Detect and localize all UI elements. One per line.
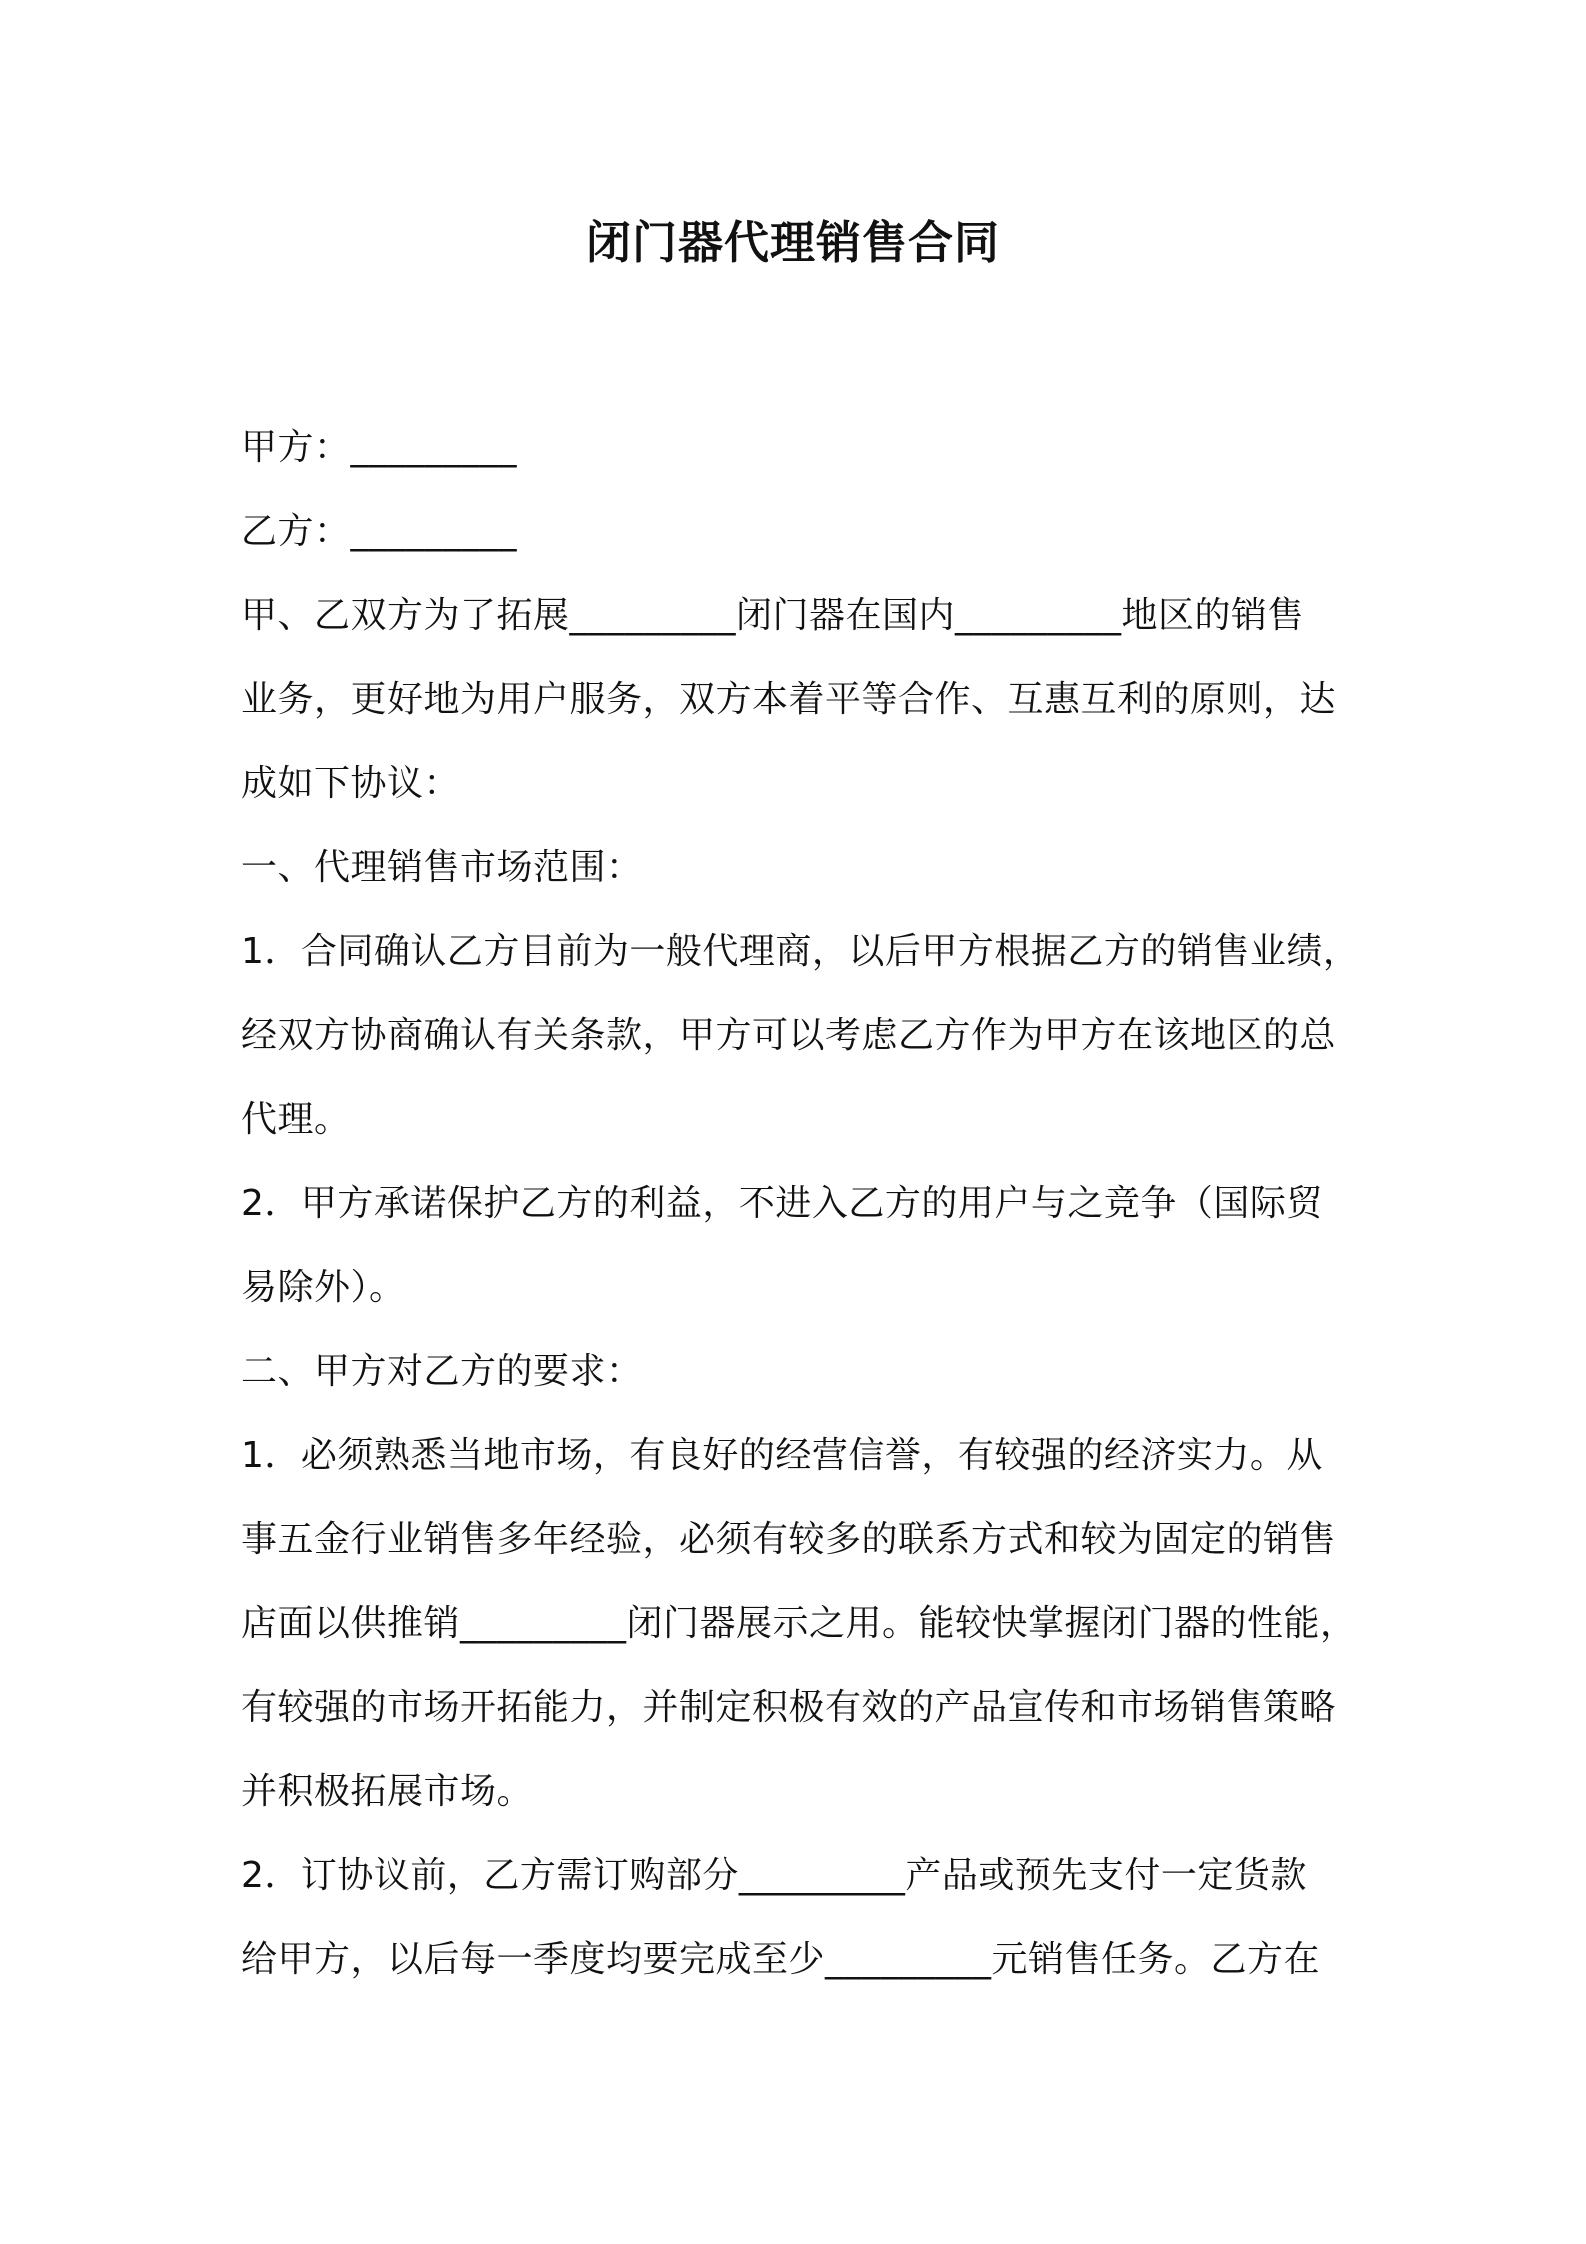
section-1-item-1-line-1: 1．合同确认乙方目前为一般代理商，以后甲方根据乙方的销售业绩，: [241, 931, 1360, 972]
preamble-line-2: 业务，更好地为用户服务，双方本着平等合作、互惠互利的原则，达: [241, 679, 1337, 720]
section-2-item-2-line-1: 2．订协议前，乙方需订购部分_________产品或预先支付一定货款: [241, 1855, 1307, 1896]
section-1-heading: 一、代理销售市场范围：: [241, 847, 643, 888]
preamble-line-3: 成如下协议：: [241, 763, 461, 804]
party-b-line: 乙方：_________: [241, 511, 518, 552]
section-2-item-1-line-3: 店面以供推销_________闭门器展示之用。能较快掌握闭门器的性能，: [241, 1603, 1357, 1644]
section-2-item-1-line-5: 并积极拓展市场。: [241, 1771, 534, 1812]
section-1-item-2-line-2: 易除外）。: [241, 1267, 406, 1308]
section-2-item-1-line-4: 有较强的市场开拓能力，并制定积极有效的产品宣传和市场销售策略: [241, 1687, 1337, 1728]
document-body: [241, 406, 1360, 2002]
section-2-item-2-line-2: 给甲方，以后每一季度均要完成至少_________元销售任务。乙方在: [241, 1939, 1321, 1980]
party-a-line: 甲方：_________: [241, 427, 518, 468]
preamble-line-1: 甲、乙双方为了拓展_________闭门器在国内_________地区的销售: [241, 595, 1305, 636]
section-1-item-1-line-2: 经双方协商确认有关条款，甲方可以考虑乙方作为甲方在该地区的总: [241, 1015, 1337, 1056]
section-1-item-1-line-3: 代理。: [241, 1099, 351, 1140]
section-2-item-1-line-1: 1．必须熟悉当地市场，有良好的经营信誉，有较强的经济实力。从: [241, 1435, 1323, 1476]
section-2-heading: 二、甲方对乙方的要求：: [241, 1351, 643, 1392]
section-2-item-1-line-2: 事五金行业销售多年经验，必须有较多的联系方式和较为固定的销售: [241, 1519, 1337, 1560]
document-title: 闭门器代理销售合同: [585, 216, 1000, 269]
section-1-item-2-line-1: 2．甲方承诺保护乙方的利益，不进入乙方的用户与之竞争（国际贸: [241, 1183, 1323, 1224]
